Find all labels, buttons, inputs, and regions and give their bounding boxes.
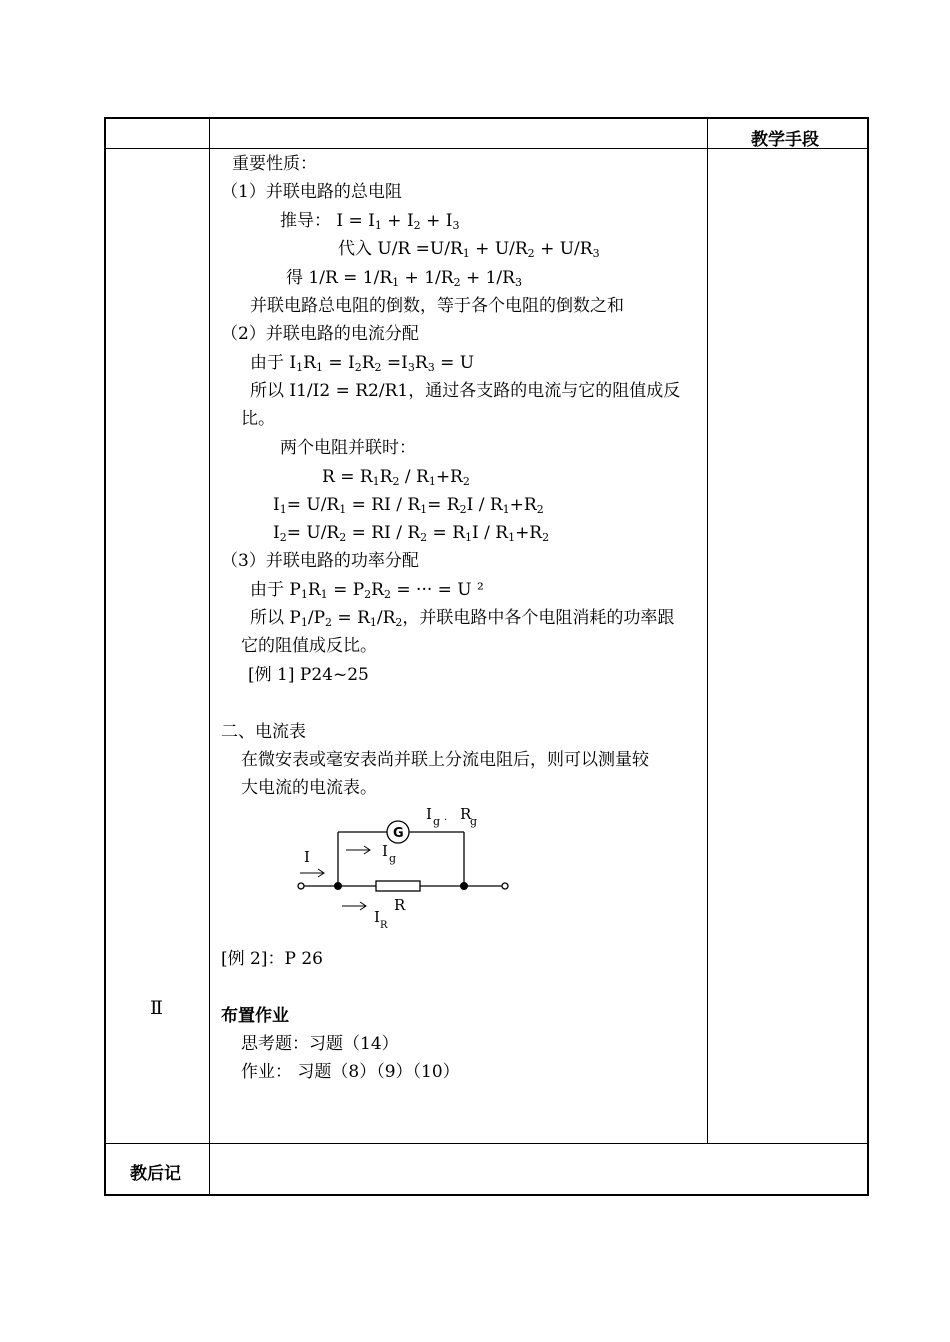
result-line (286, 268, 522, 288)
example-ref: [例 2]：P 26 (221, 949, 323, 969)
text-line: 两个电阻并联时： (280, 438, 416, 458)
resistance-subscript: g (470, 815, 478, 828)
node-dot (460, 882, 468, 890)
section-title: （3）并联电路的功率分配 (221, 551, 419, 571)
text-line: 所以 $P_1/P_2 = R_1/R_2$，并联电路中各个电阻消耗的功率跟 (250, 608, 675, 629)
terminal-icon (298, 883, 304, 889)
text-line: 大电流的电流表。 (241, 778, 377, 798)
galvanometer-label: G (393, 826, 404, 841)
section-title: （1）并联电路的总电阻 (221, 182, 402, 202)
current-subscript: g (389, 852, 397, 865)
important-properties: 重要性质： (232, 154, 317, 174)
formula: $I_1= U/R_1$ = RI / $R_1= R_2I / R_1+R_2$ (273, 495, 544, 516)
current-subscript: g (433, 815, 441, 828)
text-line: 它的阻值成反比。 (241, 636, 377, 656)
example-ref: [例 1] P24~25 (248, 665, 369, 685)
derive-label: 推导： (280, 211, 331, 231)
resistance-label: R (460, 805, 472, 823)
formula: $U/R =U/R_1 + U/R_2 + U/R_3$ (377, 239, 600, 260)
substitute-line (338, 239, 600, 259)
homework-item: 思考题：习题（14） (241, 1034, 399, 1054)
svg-text:.: . (444, 812, 448, 823)
table-divider (104, 1143, 869, 1144)
text-line: 在微安表或毫安表尚并联上分流电阻后，则可以测量较 (241, 750, 649, 770)
homework-title: 布置作业 (221, 1006, 289, 1026)
since-label: 由于 (250, 353, 284, 373)
substitute-label: 代入 (338, 239, 372, 259)
formula: $I = I_1 + I_2 + I_3$ (336, 211, 460, 232)
table-divider (707, 117, 708, 1144)
text-line: 所以 I1/I2 = R2/R1，通过各支路的电流与它的阻值成反 (250, 381, 681, 401)
section-title: （2）并联电路的电流分配 (221, 324, 419, 344)
section-title: 二、电流表 (221, 722, 306, 742)
result-label: 得 (286, 268, 303, 288)
current-label: I (304, 848, 310, 866)
homework-item: 作业： 习题（8）（9）（10） (241, 1062, 460, 1082)
node-dot (334, 882, 342, 890)
section-label: Ⅱ (150, 997, 163, 1019)
current-subscript: R (380, 920, 388, 931)
current-label: I (374, 908, 380, 926)
formula: $P_1R_1 = P_2R_2$ = ··· = U ² (289, 580, 484, 601)
terminal-icon (502, 883, 508, 889)
formula: $I_1R_1 = I_2R_2 =I_3R_3 = U$ (289, 353, 475, 374)
derive-line (280, 211, 459, 231)
since-line (250, 353, 474, 373)
since-line (250, 580, 484, 600)
text-line: 比。 (241, 409, 275, 429)
conclusion: 并联电路总电阻的倒数，等于各个电阻的倒数之和 (250, 296, 624, 316)
current-label: I (426, 805, 432, 823)
footer-label: 教后记 (130, 1164, 181, 1184)
column-header-teaching-means: 教学手段 (751, 130, 819, 150)
current-label: I (382, 842, 388, 860)
formula: $1/R = 1/R_1 + 1/R_2 + 1/R_3$ (308, 268, 522, 289)
resistor-icon (376, 881, 420, 891)
table-divider (209, 117, 210, 1196)
formula: $R = R_1R_2 / R_1+R_2$ (322, 467, 470, 488)
resistance-label: R (394, 896, 406, 914)
formula: $I_2= U/R_2$ = RI / $R_2 = R_1I / R_1+R_2$ (273, 523, 550, 544)
since-label: 由于 (250, 580, 284, 600)
ammeter-shunt-circuit-diagram (290, 800, 520, 940)
